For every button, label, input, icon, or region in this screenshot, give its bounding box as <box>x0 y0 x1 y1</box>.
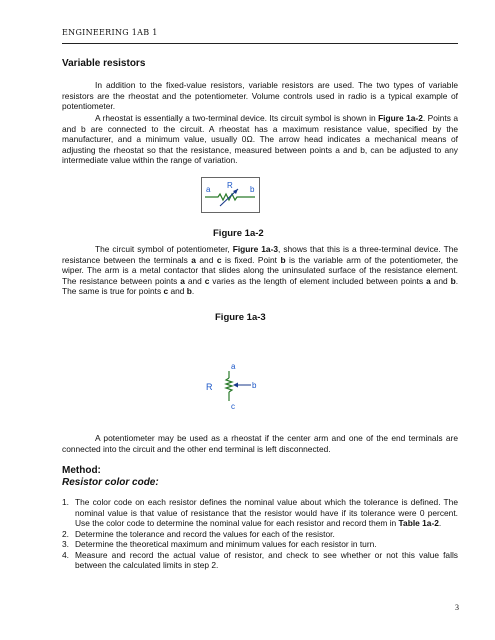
pot-text-7: varies as the length of element included between points <box>209 275 427 286</box>
pot-text-6: and <box>184 275 205 286</box>
step-table-ref: Table 1a-2 <box>398 518 439 528</box>
pot-text-4: is fixed. Point <box>221 254 281 265</box>
page-number: 3 <box>455 603 459 612</box>
method-step <box>62 539 458 550</box>
pot-term-a: a <box>180 275 185 286</box>
pot-text-9: . The same is true for points <box>62 275 459 296</box>
pot-term-c: c <box>216 254 222 265</box>
paragraph-intro: In addition to the fixed-value resistors, variable resistors are used. The two types of variable resistors are the rheostat and the potentiometer. Volume controls used in radio is a typical example of potentiometer. <box>62 80 458 111</box>
pot-label-b: b <box>252 381 257 390</box>
method-step <box>62 550 458 571</box>
rheostat-label-b: b <box>250 185 255 194</box>
pot-text-5: is the variable arm of the potentiometer, the wiper. The arm is a metal contactor that slides along the uninsulated surface of the resistance element. The resistance between points <box>62 254 458 286</box>
pot-text-3: and <box>195 254 217 265</box>
rheostat-text-a: A rheostat is essentially a two-terminal device. Its circuit symbol is shown in <box>95 113 379 123</box>
paragraph-potentiometer <box>62 244 458 297</box>
pot-text-1: The circuit symbol of potentiometer, <box>95 244 233 254</box>
rheostat-symbol-figure <box>201 177 260 213</box>
pot-term-c: c <box>204 275 210 286</box>
pot-label-r: R <box>206 382 213 392</box>
method-step <box>62 529 458 540</box>
step-text-end: . <box>438 518 442 528</box>
pot-text-8: and <box>430 275 451 286</box>
paragraph-rheostat <box>62 113 458 166</box>
method-title: Method: <box>62 465 101 476</box>
pot-term-b: b <box>280 254 286 265</box>
pot-text-11: . <box>191 286 195 296</box>
rheostat-figure-ref: Figure 1a-2 <box>378 113 423 123</box>
pot-term-b: b <box>450 275 456 286</box>
step-text: Determine the theoretical maximum and minimum values for each resistor in turn. <box>75 539 377 549</box>
step-number: 3. <box>62 539 69 549</box>
step-number: 2. <box>62 528 69 539</box>
method-steps-list <box>62 497 458 571</box>
step-number: 4. <box>62 549 69 560</box>
wiper-arrow-icon <box>233 383 238 388</box>
figure-2-caption: Figure 1a-2 <box>213 228 264 239</box>
header-rule <box>62 43 458 44</box>
rheostat-label-a: a <box>206 185 211 194</box>
step-text: The color code on each resistor defines the nominal value about which the tolerance is defined. The nominal value is that value of resistance that the resistor would have if its tolerance were 0 percent. Use the color code to determine the nominal value for each resistor and record them in <box>75 497 458 528</box>
method-step <box>62 497 458 529</box>
pot-label-c: c <box>231 402 235 411</box>
step-number: 1. <box>62 497 69 507</box>
pot-figure-ref: Figure 1a-3 <box>232 244 279 254</box>
rheostat-text-b: . Points a and b are connected to the circuit. A rheostat has a maximum resistance value, specified by the manufacturer, and a minimum value, usually 0Ω. The arrow head indicates a mechanical means of adjusting the rheostat so that the resistance, measured between points a and b, can be adjusted to any intermediate value within the range of variation. <box>62 113 458 165</box>
pot-term-c: c <box>163 286 169 296</box>
paragraph-outro: A potentiometer may be used as a rheostat if the center arm and one of the end terminals are connected into the circuit and the other end terminal is left disconnected. <box>62 433 458 454</box>
method-subtitle: Resistor color code: <box>62 477 159 488</box>
pot-term-b: b <box>186 286 192 296</box>
pot-term-a: a <box>426 275 431 286</box>
section-title: Variable resistors <box>62 58 146 69</box>
pot-text-2: , shows that this is a three-terminal device. The resistance between the terminals <box>62 244 459 265</box>
running-header: ENGINEERING 1AB 1 <box>62 28 158 37</box>
step-text: Determine the tolerance and record the values for each of the resistor. <box>75 528 335 539</box>
step-text: Measure and record the actual value of resistor, and check to see whether or not this value falls between the calculated limits in step 2. <box>75 549 458 570</box>
potentiometer-symbol-figure <box>201 361 260 411</box>
pot-text-10: and <box>168 286 187 296</box>
pot-term-a: a <box>191 254 196 265</box>
pot-resistor-zigzag <box>226 378 232 392</box>
rheostat-label-r: R <box>227 181 233 190</box>
pot-label-a: a <box>231 362 236 371</box>
figure-3-caption: Figure 1a-3 <box>215 312 266 323</box>
